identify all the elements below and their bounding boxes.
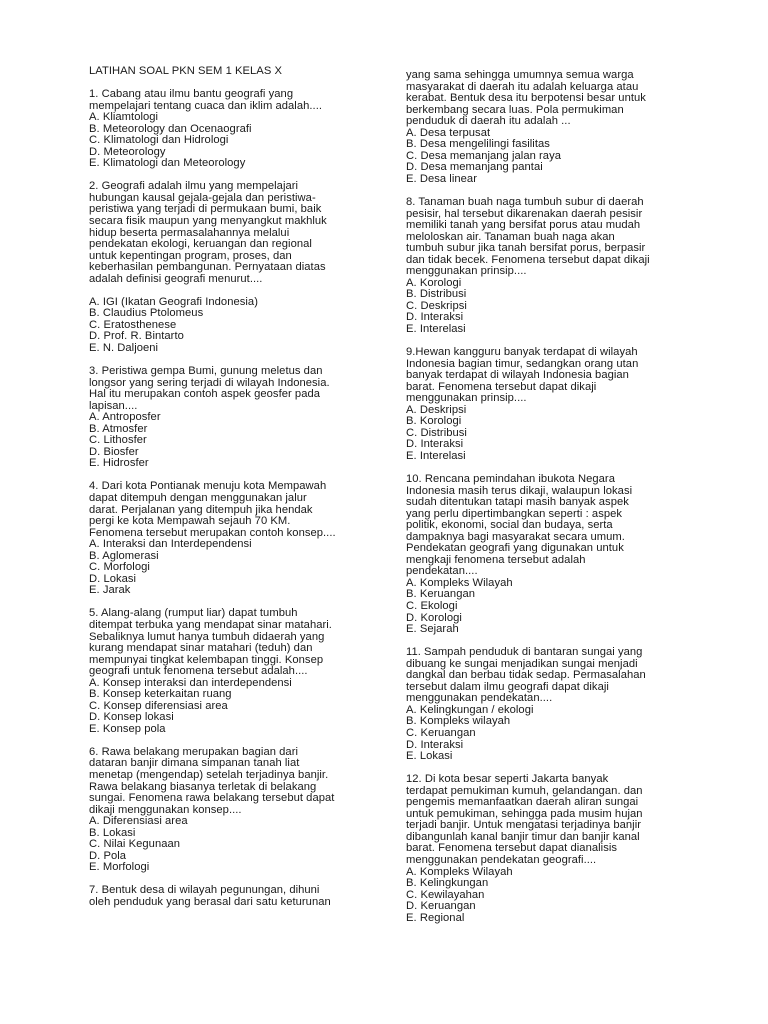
answer-options	[89, 816, 381, 874]
right-column	[406, 70, 688, 936]
question-stem	[89, 481, 381, 539]
question-text-line: politik, ekonomi, social dan budaya, serta	[406, 519, 613, 532]
answer-option: A. Kompleks Wilayah	[406, 576, 513, 589]
question-text-line: penduduk di daerah itu adalah ...	[406, 115, 571, 128]
question-text-line: banyak terdapat di wilayah Indonesia bagian	[406, 369, 629, 382]
question-text-line: lapisan....	[89, 399, 138, 412]
answer-option: A. Konsep interaksi dan interdependensi	[89, 676, 292, 689]
question-text-line: keberhasilan pembangunan. Pernyataan diatas	[89, 261, 326, 274]
question-text-line: Sebaliknya lumut hanya tumbuh didaerah yang	[89, 630, 325, 643]
question-text-line: pesisir, hal tersebut dikarenakan daerah pesisir	[406, 207, 643, 220]
question-text-line: meloloskan air. Tanaman buah naga akan	[406, 230, 615, 243]
question-text-line: barat. Fenomena tersebut dapat dikaji	[406, 380, 597, 393]
question-text-line: sungai. Fenomena rawa belakang tersebut dapat	[89, 792, 335, 805]
question-stem	[89, 181, 381, 285]
question-text-line: 8. Tanaman buah naga tumbuh subur di daerah	[406, 195, 644, 208]
question-stem	[406, 197, 688, 278]
answer-option: C. Nilai Kegunaan	[89, 838, 181, 851]
question-text-line: berkembang secara luas. Pola permukiman	[406, 103, 624, 116]
answer-option: B. Desa mengelilingi fasilitas	[406, 138, 550, 151]
question-text-line: mengkaji fenomena tersebut adalah	[406, 553, 586, 566]
question-stem	[406, 347, 688, 405]
question-text-line: 7. Bentuk desa di wilayah pegunungan, dihuni	[89, 884, 320, 897]
question-text-line: dampaknya bagi masyarakat secara umum.	[406, 530, 625, 543]
question-text-line: menggunakan prinsip....	[406, 265, 527, 278]
question-block	[89, 366, 381, 470]
question-text-line: kerabat. Bentuk desa itu berpotensi besar untuk	[406, 92, 646, 105]
question-text-line: dibangunlah kanal banjir timur dan banjir kanal	[406, 830, 640, 843]
question-stem	[89, 366, 381, 412]
question-text-line: Pendekatan geografi yang digunakan untuk	[406, 542, 624, 555]
answer-option: D. Desa memanjang pantai	[406, 161, 543, 174]
question-text-line: dataran banjir dimana simpanan tanah liat	[89, 757, 300, 770]
question-text-line: oleh penduduk yang berasal dari satu keturunan	[89, 896, 331, 908]
question-text-line: terjadi banjir. Untuk mengatasi terjadinya banjir	[406, 819, 642, 832]
question-text-line: tersebut dalam ilmu geografi dapat dikaji	[406, 680, 609, 693]
question-text-line: barat. Fenomena tersebut dapat dianalisis	[406, 842, 618, 855]
question-stem	[406, 774, 688, 866]
answer-option: C. Lithosfer	[89, 434, 147, 447]
answer-option: A. Korologi	[406, 276, 462, 289]
answer-option: D. Interaksi	[406, 738, 464, 751]
answer-option: A. Kompleks Wilayah	[406, 865, 513, 878]
question-text-line: darat. Perjalanan yang ditempuh jika hendak	[89, 503, 313, 516]
question-text-line: Rawa belakang biasanya terletak di belakang	[89, 780, 317, 793]
question-text-line: pendekatan ekologi, keruangan dan regional	[89, 238, 312, 251]
question-text-line: Hal itu merupakan contoh aspek geosfer pada	[89, 388, 321, 401]
answer-option: C. Keruangan	[406, 726, 476, 739]
answer-option: B. Claudius Ptolomeus	[89, 307, 204, 320]
answer-option: C. Morfologi	[89, 561, 150, 574]
question-block	[406, 70, 688, 185]
answer-option: C. Kewilayahan	[406, 888, 485, 901]
question-text-line: 3. Peristiwa gempa Bumi, gunung meletus dan	[89, 365, 323, 378]
answer-option: D. Meteorology	[89, 145, 166, 158]
answer-option: C. Ekologi	[406, 600, 458, 613]
question-text-line: Indonesia bagian timur, sedangkan orang utan	[406, 357, 639, 370]
question-text-line: hidup beserta permasalahannya melalui	[89, 226, 290, 239]
answer-option: C. Desa memanjang jalan raya	[406, 149, 561, 162]
answer-options	[89, 539, 381, 597]
question-text-line: dibuang ke sungai menjadikan sungai menjadi	[406, 657, 638, 670]
question-text-line: peristiwa yang terjadi di permukaan bumi, baik	[89, 203, 322, 216]
answer-options	[406, 578, 688, 636]
question-text-line: dikaji menggunakan konsep....	[89, 803, 242, 816]
answer-option: B. Atmosfer	[89, 422, 148, 435]
answer-option: C. Eratosthenese	[89, 318, 177, 331]
question-text-line: ditempat terbuka yang mendapat sinar matahari.	[89, 618, 332, 631]
answer-option: B. Meteorology dan Ocenaografi	[89, 122, 252, 135]
question-stem	[406, 474, 688, 578]
question-text-line: 12. Di kota besar seperti Jakarta banyak	[406, 773, 609, 786]
question-text-line: pergi ke kota Mempawah sejauh 70 KM.	[89, 515, 291, 528]
question-block	[89, 89, 381, 170]
answer-options	[406, 705, 688, 763]
question-text-line: adalah definisi geografi menurut....	[89, 272, 263, 285]
answer-option: A. Diferensiasi area	[89, 815, 188, 828]
question-text-line: menggunakan prinsip....	[406, 392, 527, 405]
answer-options	[89, 112, 381, 170]
answer-option: D. Korologi	[406, 611, 462, 624]
question-text-line: hubungan kausal gejala-gejala dan peristiwa-	[89, 191, 316, 204]
answer-option: B. Keruangan	[406, 588, 476, 601]
question-stem	[89, 608, 381, 677]
answer-option: E. Regional	[406, 911, 465, 924]
left-column	[89, 66, 381, 920]
question-text-line: mempunyai tingkat kelembapan tinggi. Konsep	[89, 653, 324, 666]
question-block	[89, 181, 381, 354]
answer-option: A. Deskripsi	[406, 403, 467, 416]
question-text-line: terdapat pemukiman kumuh, gelandangan. dan	[406, 784, 643, 797]
answer-option: B. Lokasi	[89, 826, 136, 839]
question-text-line: yang perlu dipertimbangkan seperti : aspek	[406, 507, 623, 520]
answer-option: A. Kelingkungan / ekologi	[406, 703, 534, 716]
question-block	[406, 347, 688, 462]
question-text-line: 10. Rencana pemindahan ibukota Negara	[406, 473, 615, 485]
question-text-line: 9.Hewan kangguru banyak terdapat di wilayah	[406, 346, 638, 359]
answer-option: C. Distribusi	[406, 426, 467, 439]
question-text-line: Indonesia masih terus dikaji, walaupun lokasi	[406, 484, 633, 497]
question-stem	[406, 647, 688, 705]
question-text-line: 2. Geografi adalah ilmu yang mempelajari	[89, 180, 299, 193]
question-text-line: 5. Alang-alang (rumput liar) dapat tumbuh	[89, 607, 298, 620]
question-block	[406, 647, 688, 762]
answer-option: E. Hidrosfer	[89, 457, 149, 470]
answer-option: E. Jarak	[89, 584, 131, 597]
question-text-line: sudah ditentukan tatapi masih banyak aspek	[406, 496, 629, 509]
answer-option: D. Biosfer	[89, 445, 139, 458]
question-block	[89, 481, 381, 596]
answer-option: D. Interaksi	[406, 311, 464, 324]
answer-option: D. Interaksi	[406, 438, 464, 451]
question-text-line: dan tidak becek. Fenomena tersebut dapat dikaji	[406, 253, 650, 266]
question-text-line: pengemis memanfaatkan daerah aliran sungai	[406, 796, 639, 809]
answer-option: E. Interelasi	[406, 322, 466, 335]
answer-options	[406, 405, 688, 463]
question-text-line: mempelajari tentang cuaca dan iklim adalah....	[89, 99, 323, 112]
answer-option: D. Lokasi	[89, 572, 137, 585]
answer-option: E. N. Daljoeni	[89, 341, 159, 354]
question-block	[406, 474, 688, 636]
question-block	[406, 197, 688, 336]
question-text-line: kurang mendapat sinar matahari (teduh) dan	[89, 642, 313, 655]
answer-options	[89, 297, 381, 355]
answer-option: B. Konsep keterkaitan ruang	[89, 688, 232, 701]
question-stem	[89, 89, 381, 112]
question-text-line: yang sama sehingga umumnya semua warga	[406, 69, 634, 81]
answer-option: D. Pola	[89, 849, 127, 862]
question-text-line: dangkal dan berbau tidak sedap. Permasalahan	[406, 669, 646, 682]
answer-option: C. Konsep diferensiasi area	[89, 699, 228, 712]
answer-option: B. Kelingkungan	[406, 877, 489, 890]
answer-option: B. Distribusi	[406, 288, 467, 301]
answer-option: E. Desa linear	[406, 172, 477, 185]
question-text-line: 4. Dari kota Pontianak menuju kota Mempawah	[89, 480, 327, 493]
question-text-line: geografi untuk fenomena tersebut adalah....	[89, 665, 308, 678]
question-text-line: dapat ditempuh dengan menggunakan jalur	[89, 492, 307, 504]
question-text-line: 1. Cabang atau ilmu bantu geografi yang	[89, 88, 294, 101]
answer-option: A. Kliamtologi	[89, 111, 159, 124]
question-text-line: Fenomena tersebut merupakan contoh konsep....	[89, 526, 336, 539]
question-text-line: menetap (mengendap) setelah terjadinya banjir.	[89, 769, 329, 782]
question-block	[89, 747, 381, 874]
answer-option: C. Klimatologi dan Hidrologi	[89, 134, 229, 147]
answer-options	[89, 678, 381, 736]
question-block	[406, 774, 688, 924]
answer-option: B. Aglomerasi	[89, 549, 159, 562]
answer-option: E. Interelasi	[406, 449, 466, 462]
answer-option: B. Kompleks wilayah	[406, 715, 511, 728]
question-text-line: 6. Rawa belakang merupakan bagian dari	[89, 745, 299, 758]
question-text-line: untuk kepentingan program, proses, dan	[89, 249, 292, 262]
answer-options	[406, 128, 688, 186]
question-block	[89, 885, 381, 908]
question-text-line: memiliki tanah yang bersifat porus atau mudah	[406, 219, 641, 232]
answer-option: E. Klimatologi dan Meteorology	[89, 157, 246, 170]
question-text-line: secara fisik maupun yang menyangkut makhluk	[89, 215, 327, 228]
answer-options	[406, 278, 688, 336]
question-text-line: menggunakan pendekatan geografi....	[406, 853, 597, 866]
answer-option: E. Lokasi	[406, 750, 453, 763]
answer-option: A. Desa terpusat	[406, 126, 491, 139]
question-text-line: menggunakan pendekatan....	[406, 692, 553, 705]
answer-option: E. Konsep pola	[89, 722, 166, 735]
answer-option: A. Interaksi dan Interdependensi	[89, 538, 252, 551]
question-stem	[89, 747, 381, 816]
document-title: LATIHAN SOAL PKN SEM 1 KELAS X	[89, 65, 282, 77]
question-block	[89, 608, 381, 735]
answer-option: E. Sejarah	[406, 623, 459, 636]
question-text-line: untuk pemukiman, sehingga pada musim hujan	[406, 807, 643, 820]
question-text-line: masyarakat di daerah itu adalah keluarga atau	[406, 80, 639, 93]
answer-option: C. Deskripsi	[406, 299, 467, 312]
answer-options	[89, 412, 381, 470]
answer-option: A. IGI (Ikatan Geografi Indonesia)	[89, 295, 258, 308]
answer-option: D. Konsep lokasi	[89, 711, 174, 724]
question-text-line: pendekatan....	[406, 565, 478, 578]
question-text-line: tumbuh subur jika tanah bersifat porus, berpasir	[406, 242, 646, 255]
question-text-line: 11. Sampah penduduk di bantaran sungai yang	[406, 646, 643, 659]
question-stem	[89, 885, 381, 908]
answer-option: D. Prof. R. Bintarto	[89, 330, 184, 343]
question-text-line: longsor yang sering terjadi di wilayah Indonesia.	[89, 376, 330, 389]
answer-option: D. Keruangan	[406, 900, 476, 913]
question-stem	[406, 70, 688, 128]
answer-options	[406, 867, 688, 925]
answer-option: E. Morfologi	[89, 861, 150, 874]
answer-option: B. Korologi	[406, 415, 462, 428]
answer-option: A. Antroposfer	[89, 411, 161, 424]
